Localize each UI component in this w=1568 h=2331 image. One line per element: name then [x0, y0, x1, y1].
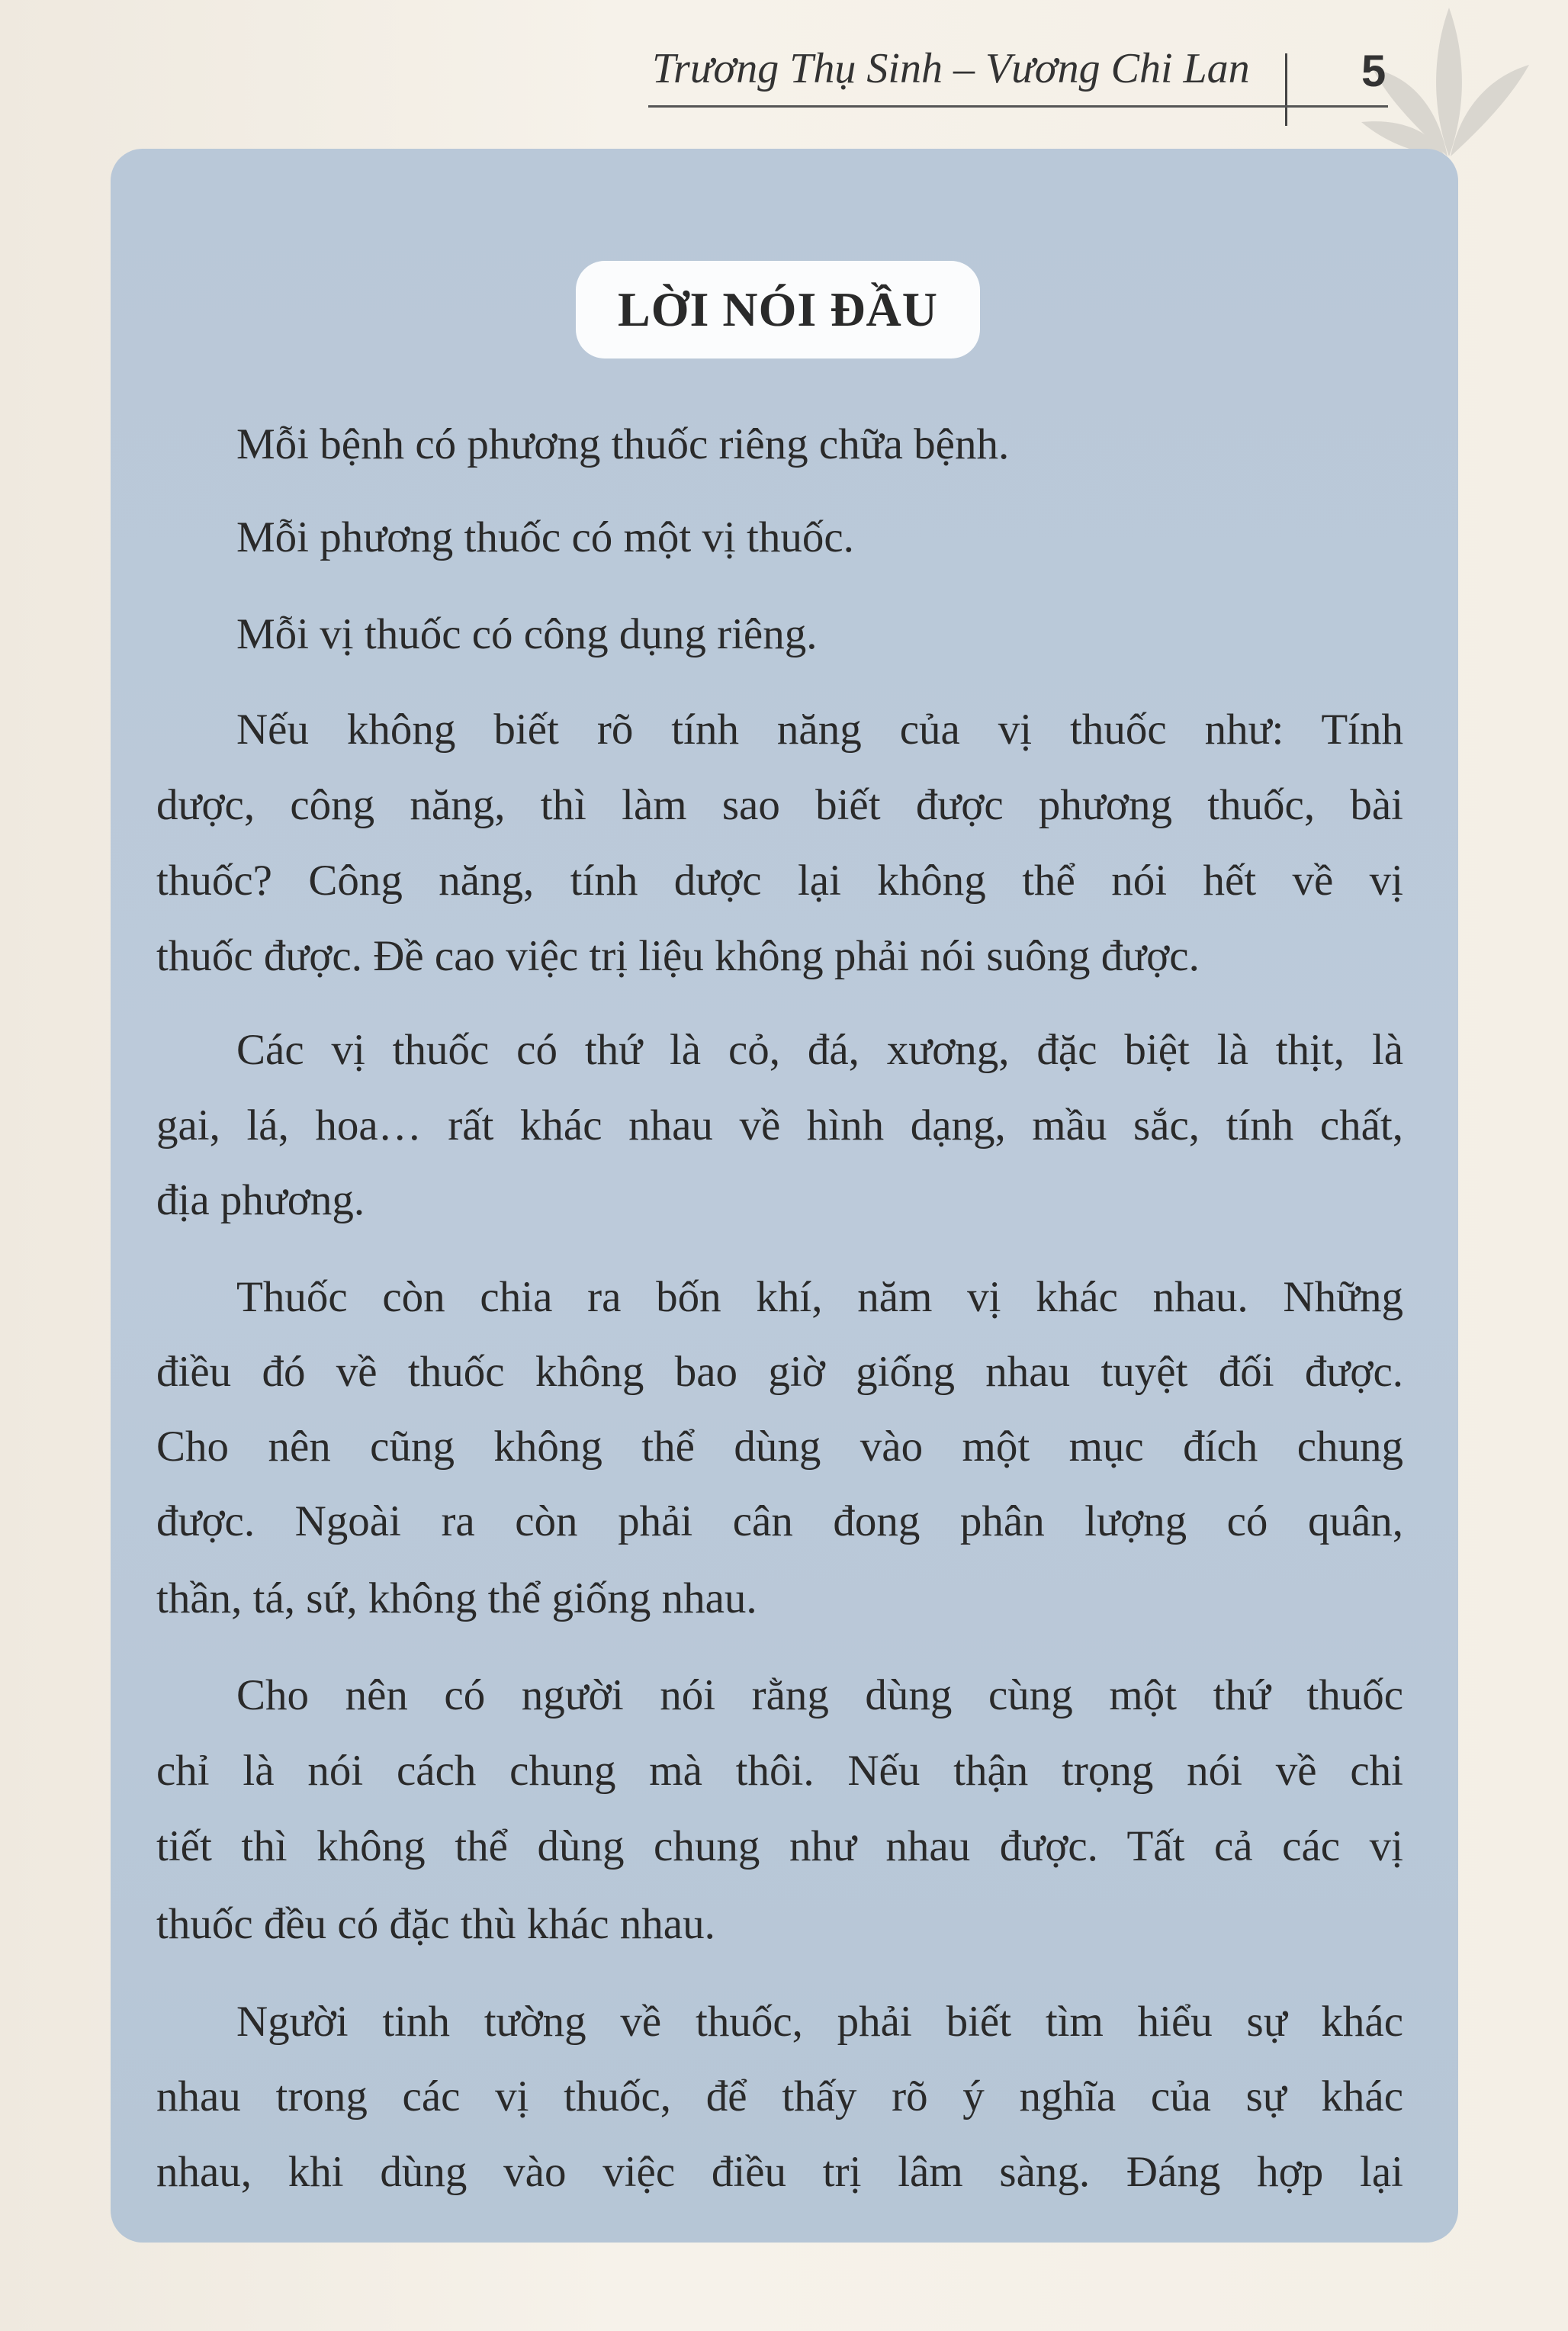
- paragraph-line: thần, tá, sứ, không thể giống nhau.: [156, 1574, 757, 1622]
- paragraph-line: Thuốc còn chia ra bốn khí, năm vị khác nhau. Những: [236, 1273, 1403, 1321]
- paragraph-line: Cho nên cũng không thể dùng vào một mục đích chung: [156, 1423, 1403, 1471]
- running-title: Trương Thụ Sinh – Vương Chi Lan: [652, 45, 1250, 92]
- paragraph-line: Người tinh tường về thuốc, phải biết tìm hiểu sự khác: [236, 1998, 1403, 2046]
- paragraph-line: thuốc được. Đề cao việc trị liệu không phải nói suông được.: [156, 932, 1200, 980]
- page-number: 5: [1361, 47, 1386, 96]
- paragraph-line: địa phương.: [156, 1176, 365, 1224]
- section-title: LỜI NÓI ĐẦU: [576, 261, 980, 358]
- paragraph-line: dược, công năng, thì làm sao biết được phương thuốc, bài: [156, 781, 1403, 829]
- header-rule: [648, 105, 1388, 108]
- paragraph-line: chỉ là nói cách chung mà thôi. Nếu thận trọng nói về chi: [156, 1747, 1403, 1795]
- paragraph-line: Mỗi bệnh có phương thuốc riêng chữa bệnh.: [236, 420, 1010, 468]
- paragraph-line: Mỗi phương thuốc có một vị thuốc.: [236, 513, 854, 561]
- paragraph-line: thuốc? Công năng, tính dược lại không thể nói hết về vị: [156, 857, 1403, 905]
- paragraph-line: Nếu không biết rõ tính năng của vị thuốc như: Tính: [236, 706, 1403, 754]
- paragraph-line: nhau trong các vị thuốc, để thấy rõ ý nghĩa của sự khác: [156, 2072, 1403, 2120]
- paragraph-line: Các vị thuốc có thứ là cỏ, đá, xương, đặc biệt là thịt, là: [236, 1026, 1403, 1074]
- paragraph-line: điều đó về thuốc không bao giờ giống nhau tuyệt đối được.: [156, 1348, 1403, 1396]
- header-divider: [1285, 53, 1287, 126]
- paragraph-line: được. Ngoài ra còn phải cân đong phân lượng có quân,: [156, 1497, 1403, 1545]
- paragraph-line: Cho nên có người nói rằng dùng cùng một thứ thuốc: [236, 1671, 1403, 1719]
- paragraph-line: thuốc đều có đặc thù khác nhau.: [156, 1900, 715, 1948]
- paragraph-line: nhau, khi dùng vào việc điều trị lâm sàng. Đáng hợp lại: [156, 2148, 1403, 2196]
- paragraph-line: tiết thì không thể dùng chung như nhau được. Tất cả các vị: [156, 1822, 1403, 1870]
- paragraph-line: gai, lá, hoa… rất khác nhau về hình dạng, mầu sắc, tính chất,: [156, 1101, 1403, 1149]
- paragraph-line: Mỗi vị thuốc có công dụng riêng.: [236, 610, 818, 658]
